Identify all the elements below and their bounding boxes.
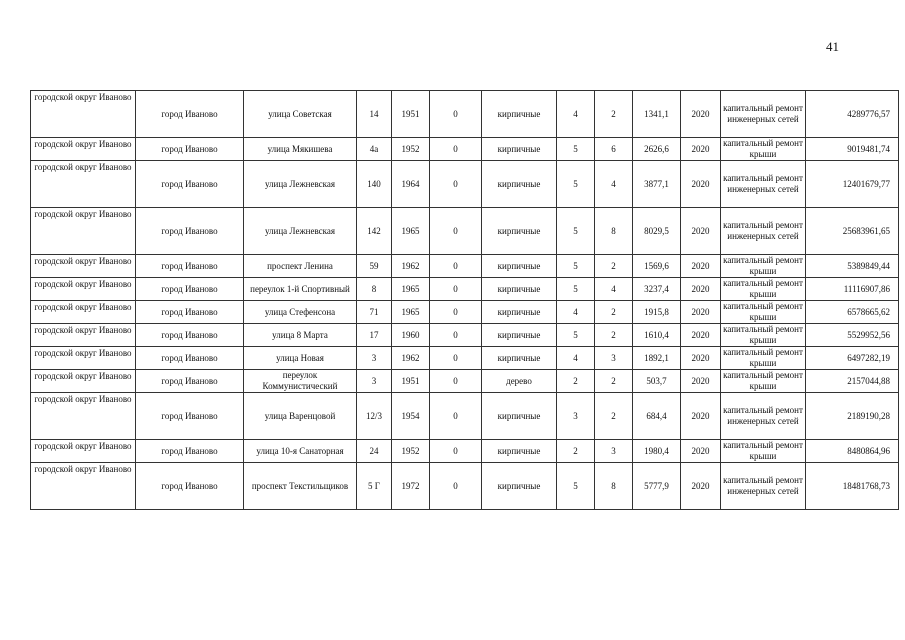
cell-wall-material: кирпичные — [482, 255, 557, 278]
cell-zero-value: 0 — [430, 208, 482, 255]
cell-cost: 25683961,65 — [806, 208, 899, 255]
cell-year-built: 1964 — [392, 161, 430, 208]
cell-okrug: городской округ Иваново — [31, 463, 136, 510]
cell-work-type: капитальный ремонт крыши — [721, 301, 806, 324]
cell-house-number: 24 — [357, 440, 392, 463]
cell-work-type: капитальный ремонт крыши — [721, 347, 806, 370]
cell-cost: 12401679,77 — [806, 161, 899, 208]
cell-floors: 4 — [557, 301, 595, 324]
cell-year-built: 1965 — [392, 278, 430, 301]
cell-street: улица 8 Марта — [244, 324, 357, 347]
cell-house-number: 71 — [357, 301, 392, 324]
cell-okrug: городской округ Иваново — [31, 301, 136, 324]
cell-house-number: 140 — [357, 161, 392, 208]
cell-wall-material: кирпичные — [482, 393, 557, 440]
housing-repair-table — [30, 90, 899, 510]
cell-street: улица Лежневская — [244, 208, 357, 255]
cell-area: 1915,8 — [633, 301, 681, 324]
cell-okrug: городской округ Иваново — [31, 278, 136, 301]
cell-cost: 2189190,28 — [806, 393, 899, 440]
cell-house-number: 14 — [357, 91, 392, 138]
cell-wall-material: кирпичные — [482, 347, 557, 370]
cell-cost: 9019481,74 — [806, 138, 899, 161]
cell-floors: 4 — [557, 91, 595, 138]
table-row — [31, 440, 899, 463]
cell-street: улица Мякишева — [244, 138, 357, 161]
table-row — [31, 278, 899, 301]
cell-zero-value: 0 — [430, 463, 482, 510]
table-row — [31, 138, 899, 161]
cell-wall-material: дерево — [482, 370, 557, 393]
table-row — [31, 463, 899, 510]
cell-zero-value: 0 — [430, 370, 482, 393]
cell-area: 503,7 — [633, 370, 681, 393]
cell-floors: 5 — [557, 161, 595, 208]
cell-okrug: городской округ Иваново — [31, 370, 136, 393]
cell-street: проспект Текстильщиков — [244, 463, 357, 510]
cell-city: город Иваново — [136, 208, 244, 255]
cell-house-number: 5 Г — [357, 463, 392, 510]
cell-city: город Иваново — [136, 370, 244, 393]
cell-okrug: городской округ Иваново — [31, 440, 136, 463]
table-body — [31, 91, 899, 510]
cell-year-built: 1962 — [392, 255, 430, 278]
cell-area: 1569,6 — [633, 255, 681, 278]
cell-year-built: 1972 — [392, 463, 430, 510]
cell-year-built: 1952 — [392, 440, 430, 463]
cell-street: улица 10-я Санаторная — [244, 440, 357, 463]
cell-zero-value: 0 — [430, 301, 482, 324]
table-row — [31, 393, 899, 440]
cell-plan-year: 2020 — [681, 347, 721, 370]
cell-entrances: 8 — [595, 208, 633, 255]
cell-plan-year: 2020 — [681, 324, 721, 347]
cell-plan-year: 2020 — [681, 161, 721, 208]
cell-floors: 5 — [557, 324, 595, 347]
cell-floors: 5 — [557, 138, 595, 161]
cell-year-built: 1952 — [392, 138, 430, 161]
cell-cost: 5529952,56 — [806, 324, 899, 347]
cell-year-built: 1962 — [392, 347, 430, 370]
cell-work-type: капитальный ремонт крыши — [721, 255, 806, 278]
cell-cost: 2157044,88 — [806, 370, 899, 393]
cell-city: город Иваново — [136, 91, 244, 138]
cell-zero-value: 0 — [430, 138, 482, 161]
cell-year-built: 1965 — [392, 208, 430, 255]
table-row — [31, 161, 899, 208]
cell-work-type: капитальный ремонт крыши — [721, 324, 806, 347]
cell-entrances: 2 — [595, 370, 633, 393]
table-row — [31, 208, 899, 255]
cell-entrances: 2 — [595, 324, 633, 347]
cell-street: улица Новая — [244, 347, 357, 370]
cell-okrug: городской округ Иваново — [31, 347, 136, 370]
cell-zero-value: 0 — [430, 393, 482, 440]
cell-street: проспект Ленина — [244, 255, 357, 278]
table-row — [31, 91, 899, 138]
cell-house-number: 4а — [357, 138, 392, 161]
cell-plan-year: 2020 — [681, 393, 721, 440]
cell-plan-year: 2020 — [681, 301, 721, 324]
cell-zero-value: 0 — [430, 278, 482, 301]
cell-okrug: городской округ Иваново — [31, 138, 136, 161]
cell-okrug: городской округ Иваново — [31, 393, 136, 440]
cell-cost: 6497282,19 — [806, 347, 899, 370]
cell-plan-year: 2020 — [681, 278, 721, 301]
cell-entrances: 2 — [595, 301, 633, 324]
cell-floors: 3 — [557, 393, 595, 440]
cell-entrances: 8 — [595, 463, 633, 510]
cell-okrug: городской округ Иваново — [31, 255, 136, 278]
cell-city: город Иваново — [136, 347, 244, 370]
cell-work-type: капитальный ремонт инженерных сетей — [721, 161, 806, 208]
cell-street: переулок Коммунистический — [244, 370, 357, 393]
cell-floors: 2 — [557, 370, 595, 393]
cell-zero-value: 0 — [430, 324, 482, 347]
cell-house-number: 8 — [357, 278, 392, 301]
cell-area: 3237,4 — [633, 278, 681, 301]
cell-plan-year: 2020 — [681, 208, 721, 255]
cell-zero-value: 0 — [430, 440, 482, 463]
cell-plan-year: 2020 — [681, 255, 721, 278]
cell-city: город Иваново — [136, 138, 244, 161]
cell-floors: 4 — [557, 347, 595, 370]
cell-entrances: 2 — [595, 393, 633, 440]
cell-wall-material: кирпичные — [482, 324, 557, 347]
cell-wall-material: кирпичные — [482, 301, 557, 324]
cell-zero-value: 0 — [430, 161, 482, 208]
cell-wall-material: кирпичные — [482, 278, 557, 301]
cell-okrug: городской округ Иваново — [31, 324, 136, 347]
page-number: 41 — [826, 39, 839, 54]
cell-city: город Иваново — [136, 161, 244, 208]
table-row — [31, 301, 899, 324]
cell-work-type: капитальный ремонт крыши — [721, 370, 806, 393]
cell-cost: 5389849,44 — [806, 255, 899, 278]
cell-city: город Иваново — [136, 324, 244, 347]
cell-street: улица Варенцовой — [244, 393, 357, 440]
cell-area: 1980,4 — [633, 440, 681, 463]
cell-area: 8029,5 — [633, 208, 681, 255]
cell-city: город Иваново — [136, 301, 244, 324]
cell-entrances: 6 — [595, 138, 633, 161]
cell-zero-value: 0 — [430, 347, 482, 370]
cell-plan-year: 2020 — [681, 440, 721, 463]
cell-floors: 5 — [557, 208, 595, 255]
cell-cost: 8480864,96 — [806, 440, 899, 463]
cell-street: улица Стефенсона — [244, 301, 357, 324]
cell-entrances: 2 — [595, 255, 633, 278]
cell-city: город Иваново — [136, 255, 244, 278]
cell-floors: 5 — [557, 463, 595, 510]
cell-street: улица Советская — [244, 91, 357, 138]
cell-cost: 6578665,62 — [806, 301, 899, 324]
cell-okrug: городской округ Иваново — [31, 208, 136, 255]
cell-city: город Иваново — [136, 393, 244, 440]
cell-plan-year: 2020 — [681, 91, 721, 138]
table-row — [31, 370, 899, 393]
cell-work-type: капитальный ремонт инженерных сетей — [721, 208, 806, 255]
cell-house-number: 3 — [357, 347, 392, 370]
cell-work-type: капитальный ремонт инженерных сетей — [721, 393, 806, 440]
cell-year-built: 1965 — [392, 301, 430, 324]
table-row — [31, 255, 899, 278]
cell-year-built: 1960 — [392, 324, 430, 347]
cell-floors: 2 — [557, 440, 595, 463]
cell-work-type: капитальный ремонт инженерных сетей — [721, 463, 806, 510]
cell-city: город Иваново — [136, 463, 244, 510]
cell-zero-value: 0 — [430, 91, 482, 138]
cell-area: 1341,1 — [633, 91, 681, 138]
cell-wall-material: кирпичные — [482, 161, 557, 208]
cell-cost: 4289776,57 — [806, 91, 899, 138]
cell-area: 1892,1 — [633, 347, 681, 370]
cell-entrances: 2 — [595, 91, 633, 138]
cell-wall-material: кирпичные — [482, 138, 557, 161]
cell-plan-year: 2020 — [681, 463, 721, 510]
cell-area: 2626,6 — [633, 138, 681, 161]
cell-street: улица Лежневская — [244, 161, 357, 208]
cell-street: переулок 1-й Спортивный — [244, 278, 357, 301]
cell-wall-material: кирпичные — [482, 208, 557, 255]
cell-house-number: 59 — [357, 255, 392, 278]
cell-floors: 5 — [557, 278, 595, 301]
cell-okrug: городской округ Иваново — [31, 91, 136, 138]
cell-entrances: 3 — [595, 347, 633, 370]
cell-house-number: 12/3 — [357, 393, 392, 440]
cell-work-type: капитальный ремонт крыши — [721, 278, 806, 301]
cell-entrances: 4 — [595, 278, 633, 301]
cell-area: 3877,1 — [633, 161, 681, 208]
cell-wall-material: кирпичные — [482, 91, 557, 138]
cell-year-built: 1951 — [392, 91, 430, 138]
cell-work-type: капитальный ремонт крыши — [721, 440, 806, 463]
cell-house-number: 142 — [357, 208, 392, 255]
cell-city: город Иваново — [136, 278, 244, 301]
cell-okrug: городской округ Иваново — [31, 161, 136, 208]
cell-area: 1610,4 — [633, 324, 681, 347]
cell-city: город Иваново — [136, 440, 244, 463]
table-row — [31, 347, 899, 370]
cell-wall-material: кирпичные — [482, 440, 557, 463]
cell-area: 684,4 — [633, 393, 681, 440]
cell-year-built: 1954 — [392, 393, 430, 440]
cell-house-number: 17 — [357, 324, 392, 347]
cell-plan-year: 2020 — [681, 370, 721, 393]
cell-zero-value: 0 — [430, 255, 482, 278]
cell-area: 5777,9 — [633, 463, 681, 510]
table-row — [31, 324, 899, 347]
cell-work-type: капитальный ремонт инженерных сетей — [721, 91, 806, 138]
cell-house-number: 3 — [357, 370, 392, 393]
cell-floors: 5 — [557, 255, 595, 278]
cell-cost: 18481768,73 — [806, 463, 899, 510]
cell-cost: 11116907,86 — [806, 278, 899, 301]
cell-work-type: капитальный ремонт крыши — [721, 138, 806, 161]
cell-year-built: 1951 — [392, 370, 430, 393]
cell-entrances: 3 — [595, 440, 633, 463]
cell-entrances: 4 — [595, 161, 633, 208]
cell-plan-year: 2020 — [681, 138, 721, 161]
cell-wall-material: кирпичные — [482, 463, 557, 510]
